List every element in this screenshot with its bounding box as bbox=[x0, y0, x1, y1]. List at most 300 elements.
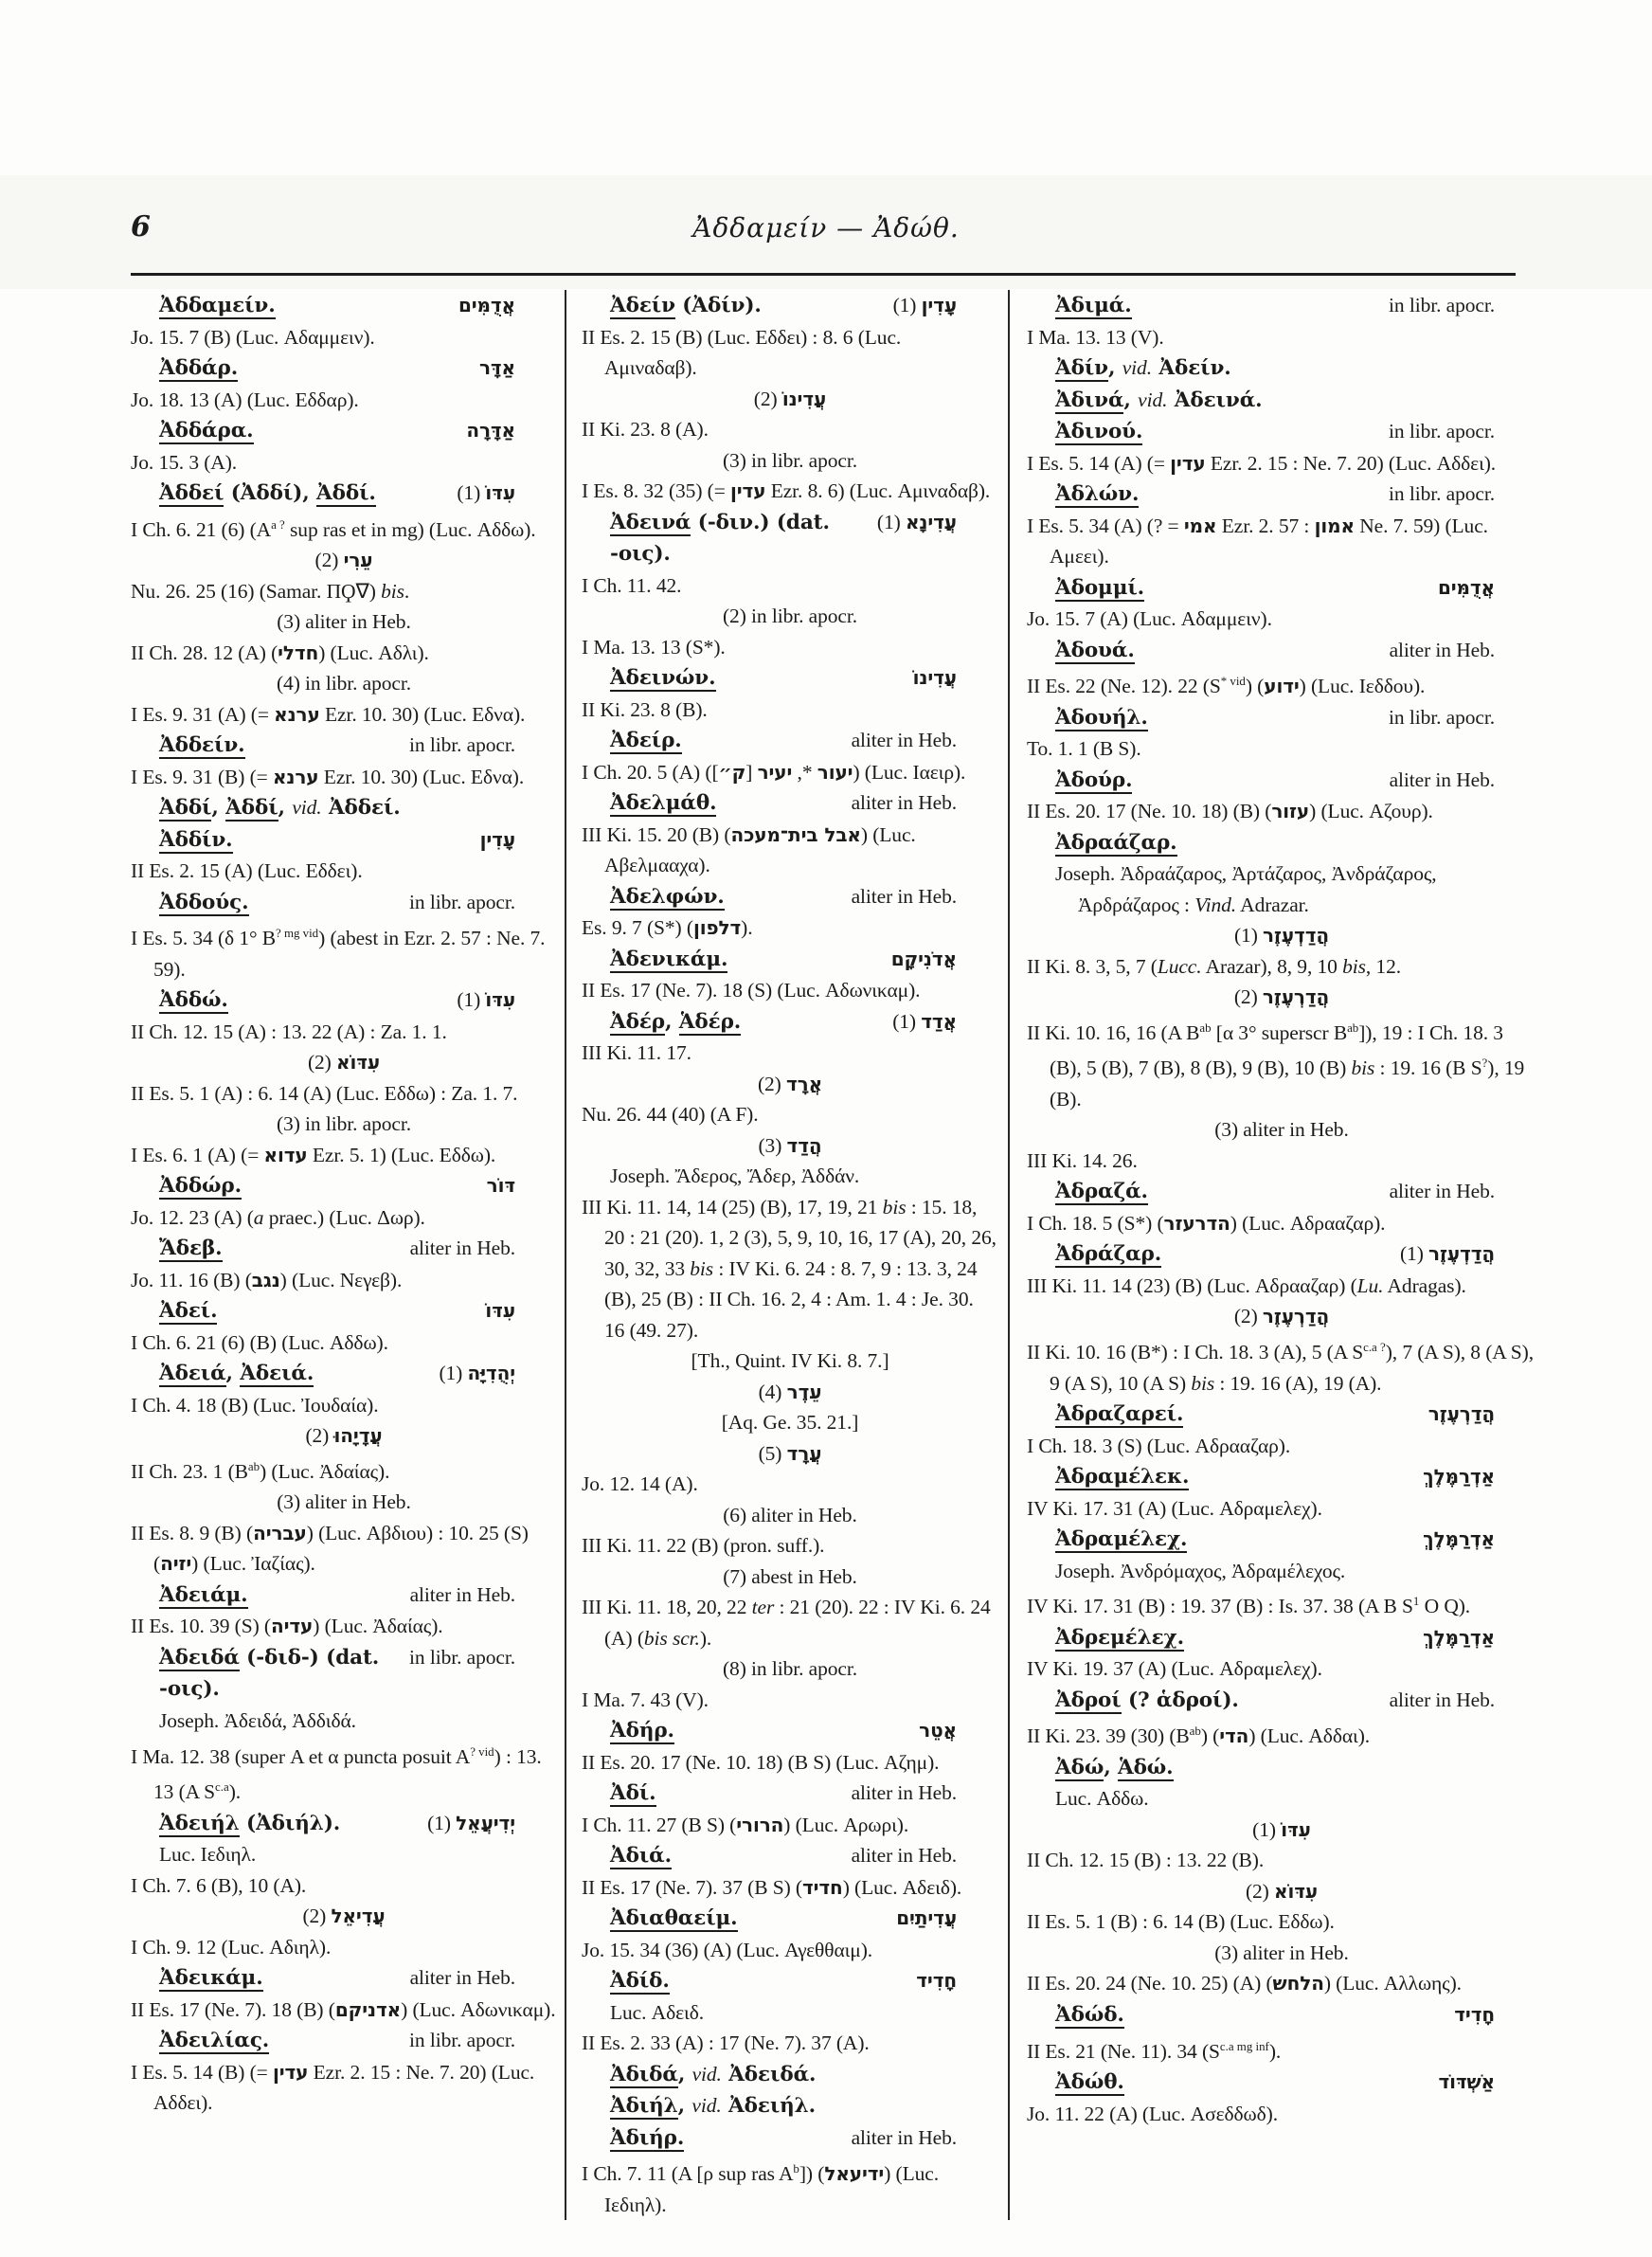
text-segment: I Es. 5. 14 (B) (= bbox=[131, 2060, 273, 2084]
reference-line bbox=[582, 1038, 998, 1069]
entry-gloss bbox=[877, 507, 998, 538]
text-segment: (3) aliter in Heb. bbox=[1214, 1118, 1349, 1142]
line-text bbox=[315, 549, 373, 571]
entry-headword-line bbox=[582, 1840, 998, 1872]
text-segment: I Ch. 6. 21 (6) (A bbox=[131, 517, 272, 541]
entry-headword-line bbox=[1027, 827, 1536, 859]
entry-headword-line bbox=[131, 1642, 557, 1706]
bold-text: , bbox=[1123, 388, 1139, 412]
text-segment: (6) aliter in Heb. bbox=[723, 1503, 857, 1526]
bold-text: , bbox=[1107, 356, 1122, 380]
text-segment: Jo. 15. 7 (B) (Luc. Αδαμμειν). bbox=[131, 325, 375, 349]
superscript-siglum: c.a bbox=[215, 1780, 229, 1795]
note-line bbox=[582, 1161, 998, 1192]
entry-gloss bbox=[487, 1170, 557, 1201]
entry-headword-line bbox=[1027, 352, 1536, 385]
text-segment: II Es. 2. 15 (A) (Luc. Εδδει). bbox=[131, 859, 363, 883]
italic-text: Lu. bbox=[1356, 1273, 1384, 1297]
superscript-siglum: * vid bbox=[1220, 675, 1246, 688]
text-segment: aliter in Heb. bbox=[409, 1582, 515, 1606]
text-segment: ) (Luc. Ἀδαίας). bbox=[260, 1459, 390, 1483]
text-segment: II Es. 20. 24 (Ne. 10. 25) (A) ( bbox=[1027, 1972, 1273, 1995]
entry-gloss bbox=[1389, 702, 1536, 733]
hebrew-text: יְהֻדִיָּה bbox=[467, 1362, 515, 1385]
line-text bbox=[610, 2059, 816, 2091]
line-text bbox=[582, 1876, 961, 1899]
text-segment: [Th., Quint. IV Ki. 8. 7.] bbox=[691, 1349, 889, 1372]
line-text bbox=[1055, 1399, 1183, 1431]
reference-line bbox=[1027, 604, 1536, 635]
reference-line bbox=[582, 476, 998, 507]
headword: Ἀδιμά. bbox=[1055, 294, 1132, 317]
bold-text: , bbox=[665, 1009, 679, 1034]
line-text bbox=[1055, 1176, 1148, 1208]
line-text bbox=[1055, 1999, 1124, 2031]
hebrew-text: אֲטֵר bbox=[919, 1719, 957, 1742]
reference-line bbox=[131, 1452, 557, 1488]
hebrew-text: עִדּוֹ bbox=[485, 481, 515, 504]
text-segment: II Es. 21 (Ne. 11). 34 (S bbox=[1027, 2039, 1220, 2063]
line-text bbox=[1055, 1238, 1161, 1271]
bold-text: Ἀδειδά. bbox=[721, 2062, 817, 2086]
headword: Ἀδήρ. bbox=[610, 1719, 674, 1742]
hebrew-text: הלחש bbox=[1272, 1972, 1324, 1995]
reference-line bbox=[582, 322, 998, 384]
entry-gloss bbox=[852, 725, 998, 756]
text-segment: ). bbox=[228, 1780, 242, 1804]
entry-headword-line bbox=[1027, 1238, 1536, 1271]
reference-line bbox=[582, 1192, 998, 1346]
reference-line bbox=[1027, 322, 1536, 353]
line-text bbox=[610, 2090, 816, 2122]
text-segment: II Es. 10. 39 (S) ( bbox=[131, 1615, 271, 1638]
entry-headword-line bbox=[131, 984, 557, 1017]
hebrew-text: עדין bbox=[272, 2060, 309, 2084]
text-segment: (2) bbox=[314, 549, 344, 572]
sense-number-line bbox=[131, 1047, 557, 1078]
line-text bbox=[1027, 675, 1425, 697]
headword: Ἀδραμέλεχ. bbox=[1055, 1527, 1188, 1552]
entry-headword-line bbox=[582, 1006, 998, 1038]
headword: Ἀδλών. bbox=[1055, 482, 1140, 506]
text-segment: Luc. Ιεδιηλ. bbox=[159, 1843, 257, 1867]
hebrew-text: הֲדַרְעֶזֶר bbox=[1262, 1305, 1330, 1328]
entry-gloss bbox=[409, 730, 557, 761]
reference-line bbox=[582, 1592, 998, 1653]
text-segment: Jo. 12. 14 (A). bbox=[582, 1472, 698, 1495]
entry-gloss bbox=[409, 1642, 557, 1673]
reference-line bbox=[582, 2154, 998, 2220]
text-segment: [α 3° superscr B bbox=[1211, 1020, 1348, 1044]
entry-gloss bbox=[1389, 290, 1536, 321]
line-text bbox=[131, 326, 375, 349]
text-segment: in libr. apocr. bbox=[409, 1645, 515, 1669]
hebrew-text: אבל בית־מעכה bbox=[730, 822, 861, 846]
headword: Ἀδώδ. bbox=[1055, 2002, 1124, 2027]
sense-number-line bbox=[1027, 920, 1536, 951]
line-text bbox=[302, 1905, 385, 1927]
text-segment: aliter in Heb. bbox=[1389, 767, 1495, 791]
note-line bbox=[1027, 1556, 1536, 1587]
text-segment: I Ch. 6. 21 (6) (B) (Luc. Αδδω). bbox=[131, 1330, 388, 1354]
text-segment: in libr. apocr. bbox=[1389, 705, 1495, 729]
entry-headword-line bbox=[582, 725, 998, 757]
italic-text: bis bbox=[1351, 1056, 1375, 1080]
entry-headword-line bbox=[1027, 765, 1536, 797]
line-text bbox=[159, 792, 401, 824]
note-line bbox=[131, 1839, 557, 1870]
line-text bbox=[723, 1657, 857, 1680]
hebrew-text: אַדָּרָה bbox=[466, 419, 515, 442]
hebrew-text: אֲרָד bbox=[786, 1072, 823, 1095]
text-segment: II Ki. 23. 8 (B). bbox=[582, 697, 708, 721]
hebrew-text: הדי bbox=[1219, 1724, 1249, 1748]
entry-gloss bbox=[480, 824, 557, 856]
headword: Ἀδειάμ. bbox=[159, 1582, 248, 1607]
text-segment: ) (Luc. Αβδιου) : 10. 25 (S) ( bbox=[153, 1521, 529, 1576]
line-text bbox=[131, 1331, 388, 1354]
text-segment: I Es. 8. 32 (35) (= bbox=[582, 479, 731, 502]
text-segment: in libr. apocr. bbox=[1389, 420, 1495, 442]
bold-text: (Ἀδδί), bbox=[224, 481, 317, 505]
text-segment: (4) bbox=[758, 1380, 787, 1403]
line-text bbox=[723, 605, 857, 627]
text-segment: III Ki. 14. 26. bbox=[1027, 1148, 1138, 1172]
line-text bbox=[1055, 572, 1144, 605]
reference-line bbox=[1027, 2031, 1536, 2067]
headword: Ἀδινά bbox=[1055, 388, 1124, 412]
text-segment: Jo. 11. 16 (B) ( bbox=[131, 1268, 252, 1291]
line-text bbox=[131, 451, 237, 474]
text-segment: II Ch. 23. 1 (B bbox=[131, 1459, 248, 1483]
entry-gloss bbox=[919, 1715, 998, 1746]
headword: Ἀδείν bbox=[610, 294, 675, 317]
italic-text: bis bbox=[1342, 954, 1366, 978]
line-text bbox=[582, 2162, 939, 2216]
text-segment: (1) bbox=[892, 294, 922, 316]
text-segment: (1) bbox=[457, 481, 486, 504]
entry-gloss bbox=[852, 881, 998, 912]
sense-number-line bbox=[131, 1487, 557, 1518]
text-segment: Ne. 7. 59) (Luc. Αμεει). bbox=[1050, 514, 1488, 568]
hebrew-text: ערנא bbox=[274, 702, 320, 726]
line-text bbox=[131, 703, 525, 726]
text-segment: ) (Luc. Αδωνικαμ). bbox=[401, 1997, 556, 2021]
entry-gloss bbox=[916, 1965, 998, 1996]
entry-headword-line bbox=[1027, 385, 1536, 417]
text-segment: ]) ( bbox=[799, 2162, 825, 2186]
line-text bbox=[582, 1103, 759, 1126]
text-segment: (5) bbox=[758, 1441, 787, 1465]
line-text bbox=[1234, 924, 1329, 947]
superscript-siglum: a ? bbox=[271, 517, 285, 532]
text-segment: I Ch. 9. 12 (Luc. Αδιηλ). bbox=[131, 1935, 332, 1959]
text-segment: (1) bbox=[892, 1009, 922, 1033]
hebrew-text: הֲדַדְעֶזֶר bbox=[1263, 924, 1329, 948]
line-text bbox=[159, 1962, 263, 1995]
sense-number-line bbox=[1027, 1876, 1536, 1907]
line-text bbox=[1234, 1305, 1329, 1327]
text-segment: ). bbox=[741, 916, 753, 939]
entry-gloss bbox=[457, 478, 557, 509]
hebrew-text: עָדִין bbox=[921, 294, 957, 316]
headword: Ἀδενικάμ. bbox=[610, 947, 728, 971]
line-text bbox=[610, 1715, 674, 1747]
text-segment: aliter in Heb. bbox=[851, 729, 957, 751]
text-segment: I Ch. 4. 18 (B) (Luc. Ἰουδαία). bbox=[131, 1393, 379, 1417]
line-text bbox=[1027, 1657, 1322, 1680]
text-segment: (1) bbox=[427, 1811, 457, 1834]
headword: Ἀδραμέλεκ. bbox=[1055, 1465, 1190, 1490]
text-segment: aliter in Heb. bbox=[1389, 638, 1495, 661]
text-segment: ) (Luc. Αρωρι). bbox=[783, 1813, 909, 1836]
reference-line bbox=[131, 699, 557, 731]
entry-headword-line bbox=[131, 1808, 557, 1840]
reference-line bbox=[131, 1327, 557, 1359]
text-segment: Joseph. Ἀνδρόμαχος, Ἀδραμέλεχος. bbox=[1055, 1559, 1346, 1582]
note-line bbox=[582, 1997, 998, 2029]
bold-text: Ἀδείν. bbox=[1151, 356, 1231, 380]
text-segment: ), 19 (B). bbox=[1050, 1056, 1525, 1110]
sense-number-line bbox=[1027, 1815, 1536, 1846]
line-text bbox=[1055, 702, 1148, 734]
text-segment: Jo. 12. 23 (A) ( bbox=[131, 1205, 254, 1229]
line-text bbox=[1055, 416, 1142, 448]
sense-number-line bbox=[582, 1130, 998, 1162]
sense-number-line bbox=[582, 1377, 998, 1408]
headword: Ἀδδάρ. bbox=[159, 356, 239, 380]
entry-gloss bbox=[1423, 1461, 1536, 1492]
hebrew-text: עִדּוֹ bbox=[485, 1299, 515, 1323]
headword: Ἀδουά. bbox=[1055, 638, 1135, 662]
reference-line bbox=[1027, 1968, 1536, 1999]
headword: Ἀδδί bbox=[159, 796, 212, 821]
hebrew-text: אַדְרַמֶּלֶךְ bbox=[1423, 1527, 1495, 1551]
line-text bbox=[131, 518, 536, 541]
text-segment: To. 1. 1 (B S). bbox=[1027, 737, 1141, 761]
reference-line bbox=[131, 385, 557, 416]
entry-gloss bbox=[1390, 765, 1536, 796]
text-segment: II Ki. 8. 3, 5, 7 ( bbox=[1027, 954, 1158, 978]
entry-headword-line bbox=[1027, 1999, 1536, 2031]
entry-gloss bbox=[852, 1840, 998, 1871]
entry-headword-line bbox=[1027, 1399, 1536, 1431]
note-line bbox=[1027, 858, 1536, 920]
line-text bbox=[582, 326, 901, 380]
headword: Ἀδιαθαείμ. bbox=[610, 1906, 738, 1930]
line-text bbox=[159, 984, 228, 1017]
hebrew-text: עֲדִינוֹ bbox=[912, 666, 957, 689]
bold-text: (? ἁδροί). bbox=[1121, 1688, 1239, 1712]
headword: Ἀδδεί bbox=[159, 481, 224, 505]
line-text bbox=[159, 352, 238, 385]
hebrew-text: אמון bbox=[1314, 514, 1355, 537]
text-segment: in libr. apocr. bbox=[409, 733, 515, 757]
reference-line bbox=[582, 2028, 998, 2059]
sense-number-line bbox=[131, 1420, 557, 1452]
entry-headword-line bbox=[131, 415, 557, 447]
reference-line bbox=[1027, 1208, 1536, 1239]
reference-line bbox=[131, 1932, 557, 1963]
line-text bbox=[1027, 1849, 1264, 1871]
headword: Ἀδραζαρεί. bbox=[1055, 1402, 1184, 1427]
text-segment: aliter in Heb. bbox=[1389, 1180, 1495, 1203]
text-segment: ). bbox=[1268, 2039, 1282, 2063]
hebrew-text: עֲרָד bbox=[786, 1441, 822, 1465]
reference-line bbox=[131, 2057, 557, 2119]
text-segment: I Es. 9. 31 (A) (= bbox=[131, 702, 275, 726]
line-text bbox=[159, 1709, 356, 1732]
text-segment: Joseph. Ἀδειδά, Ἀδδιδά. bbox=[159, 1708, 356, 1732]
text-segment: ) (Luc. Ἀδαίας). bbox=[313, 1615, 443, 1638]
entry-headword-line bbox=[131, 887, 557, 919]
sense-number-line bbox=[582, 1407, 998, 1438]
text-segment: Adrazar. bbox=[1236, 893, 1309, 916]
reference-line bbox=[1027, 1431, 1536, 1462]
hebrew-text: עֲדִיאֵל bbox=[331, 1905, 386, 1928]
text-segment: II Ki. 23. 39 (30) (B bbox=[1027, 1724, 1190, 1748]
headword: Ἀδί. bbox=[610, 1781, 656, 1805]
entry-gloss bbox=[852, 1778, 998, 1809]
hebrew-text: ערנא bbox=[272, 765, 319, 788]
superscript-siglum: b bbox=[793, 2162, 799, 2176]
headword: Ἀδείρ. bbox=[610, 729, 682, 752]
text-segment: III Ki. 11. 14 (23) (B) (Luc. Αδρααζαρ) ( bbox=[1027, 1273, 1357, 1297]
text-segment: Luc. Αδδω. bbox=[1055, 1787, 1149, 1811]
text-segment: ) (abest in Ezr. 2. 57 : Ne. 7. 59). bbox=[153, 927, 546, 981]
entry-headword-line bbox=[131, 352, 557, 385]
reference-line bbox=[1027, 951, 1536, 983]
entry-headword-line bbox=[582, 1903, 998, 1935]
hebrew-text: הרורי bbox=[736, 1813, 784, 1836]
line-text bbox=[1027, 1021, 1524, 1110]
italic-text: vid. bbox=[1122, 356, 1152, 379]
line-text bbox=[131, 1394, 379, 1417]
line-text bbox=[758, 1073, 822, 1095]
line-text bbox=[691, 1349, 889, 1372]
text-segment: Joseph. Ἀδραάζαρος, Ἀρτάζαρος, Ἀνδράζαρος, Ἀρδράζαρος : bbox=[1055, 862, 1437, 916]
text-segment: ) (Luc. Αλλωης). bbox=[1323, 1972, 1462, 1995]
text-segment: (7) abest in Heb. bbox=[723, 1564, 857, 1588]
hebrew-text: הֲדַד bbox=[786, 1133, 822, 1157]
entry-gloss bbox=[1389, 416, 1536, 447]
hebrew-text: ק״ bbox=[718, 760, 746, 784]
sense-number-line bbox=[1027, 1938, 1536, 1969]
headword: Ἀδδαμείν. bbox=[159, 294, 276, 317]
entry-headword-line bbox=[1027, 416, 1536, 448]
text-segment: aliter in Heb. bbox=[851, 1844, 957, 1867]
entry-gloss bbox=[1454, 1999, 1536, 2031]
italic-text: vid. bbox=[292, 796, 322, 820]
line-text bbox=[1055, 478, 1139, 511]
line-text bbox=[582, 636, 726, 659]
entry-gloss bbox=[410, 1233, 557, 1264]
entry-headword-line bbox=[1027, 478, 1536, 511]
line-text bbox=[1055, 290, 1132, 322]
superscript-siglum: ab bbox=[1347, 1020, 1359, 1035]
reference-line bbox=[582, 1099, 998, 1130]
line-text bbox=[1027, 1149, 1138, 1172]
hebrew-text: עדין bbox=[1170, 451, 1206, 475]
text-segment: : IV Ki. 6. 24 : 8. 7, 9 : 13. 3, 24 (B), 25 (B) : II Ch. 16. 2, 4 : Am. 1. 4 : Je. 30. 16 (49. 27). bbox=[604, 1256, 978, 1342]
headword: Ἀδραάζαρ. bbox=[1055, 830, 1177, 855]
sense-number-line bbox=[582, 384, 998, 415]
italic-text: vid. bbox=[1138, 388, 1168, 411]
line-text bbox=[582, 1472, 698, 1495]
line-text bbox=[1055, 635, 1135, 667]
line-text bbox=[131, 641, 429, 664]
reference-line bbox=[131, 1140, 557, 1171]
text-segment: Ezr. 8. 6) (Luc. Αμιναδαβ). bbox=[765, 479, 991, 502]
text-segment: Nu. 26. 44 (40) (A F). bbox=[582, 1103, 759, 1126]
hebrew-text: אַדָּר bbox=[478, 356, 515, 379]
line-text bbox=[582, 1688, 709, 1711]
headword: Ἀδροί bbox=[1055, 1688, 1122, 1712]
reference-line bbox=[131, 856, 557, 887]
reference-line bbox=[582, 1872, 998, 1904]
line-text bbox=[1027, 1274, 1466, 1297]
hebrew-text: אַדְרַמֶּלֶךְ bbox=[1423, 1465, 1495, 1489]
text-columns bbox=[131, 290, 1536, 2220]
entry-headword-line bbox=[582, 1965, 998, 1997]
entry-gloss bbox=[1438, 2067, 1536, 2098]
entry-headword-line bbox=[131, 730, 557, 762]
line-text bbox=[1027, 2040, 1281, 2063]
line-text bbox=[131, 859, 363, 882]
text-segment: : 19. 16 (A), 19 (A). bbox=[1214, 1371, 1382, 1395]
text-segment: in libr. apocr. bbox=[409, 2029, 515, 2052]
text-segment: : 21 (20). 22 : IV Ki. 6. 24 (A) ( bbox=[604, 1596, 991, 1650]
text-segment: II Es. 20. 17 (Ne. 10. 18) (B S) (Luc. Αζημ). bbox=[582, 1750, 940, 1774]
text-segment: I Ch. 18. 3 (S) (Luc. Αδρααζαρ). bbox=[1027, 1434, 1291, 1457]
reference-line bbox=[1027, 448, 1536, 479]
note-line bbox=[1027, 1783, 1536, 1815]
text-segment: in libr. apocr. bbox=[1389, 482, 1495, 505]
text-segment: I Ma. 13. 13 (S*). bbox=[582, 635, 726, 659]
sense-number-line bbox=[582, 1345, 998, 1377]
headword: Ἀδελμάθ. bbox=[610, 791, 717, 815]
line-text bbox=[582, 1596, 991, 1650]
entry-gloss bbox=[891, 944, 998, 975]
bold-text: Ἀδειήλ. bbox=[721, 2094, 817, 2118]
line-text bbox=[131, 1745, 542, 1804]
text-segment: IV Ki. 19. 37 (A) (Luc. Αδραμελεχ). bbox=[1027, 1657, 1322, 1681]
entry-gloss bbox=[892, 1006, 998, 1038]
headword: Ἀδώ bbox=[1055, 1755, 1104, 1779]
text-segment: Jo. 15. 7 (A) (Luc. Αδαμμειν). bbox=[1027, 607, 1272, 630]
text-segment: I Ch. 20. 5 (A) ( bbox=[582, 760, 712, 784]
line-text bbox=[131, 1460, 389, 1483]
line-text bbox=[582, 479, 990, 502]
hebrew-text: ידוע bbox=[1264, 675, 1300, 698]
bold-text: Ἀδδεί. bbox=[321, 796, 401, 821]
text-segment: Jo. 11. 22 (A) (Luc. Ασεδδωδ). bbox=[1027, 2102, 1278, 2125]
line-text bbox=[1027, 800, 1433, 822]
reference-line bbox=[582, 1810, 998, 1841]
bold-text: , bbox=[211, 796, 226, 821]
text-segment: III Ki. 15. 20 (B) ( bbox=[582, 822, 731, 846]
headword: Ἀδινού. bbox=[1055, 420, 1143, 443]
text-segment: Ezr. 5. 1) (Luc. Εδδω). bbox=[307, 1143, 496, 1166]
sense-number-line bbox=[131, 545, 557, 576]
bold-text: , bbox=[225, 1362, 241, 1386]
text-segment: in libr. apocr. bbox=[1389, 294, 1495, 316]
sense-number-line bbox=[582, 1653, 998, 1685]
entry-headword-line bbox=[131, 2025, 557, 2057]
sense-number-line bbox=[582, 445, 998, 477]
line-text bbox=[582, 916, 752, 939]
reference-line bbox=[582, 1935, 998, 1966]
